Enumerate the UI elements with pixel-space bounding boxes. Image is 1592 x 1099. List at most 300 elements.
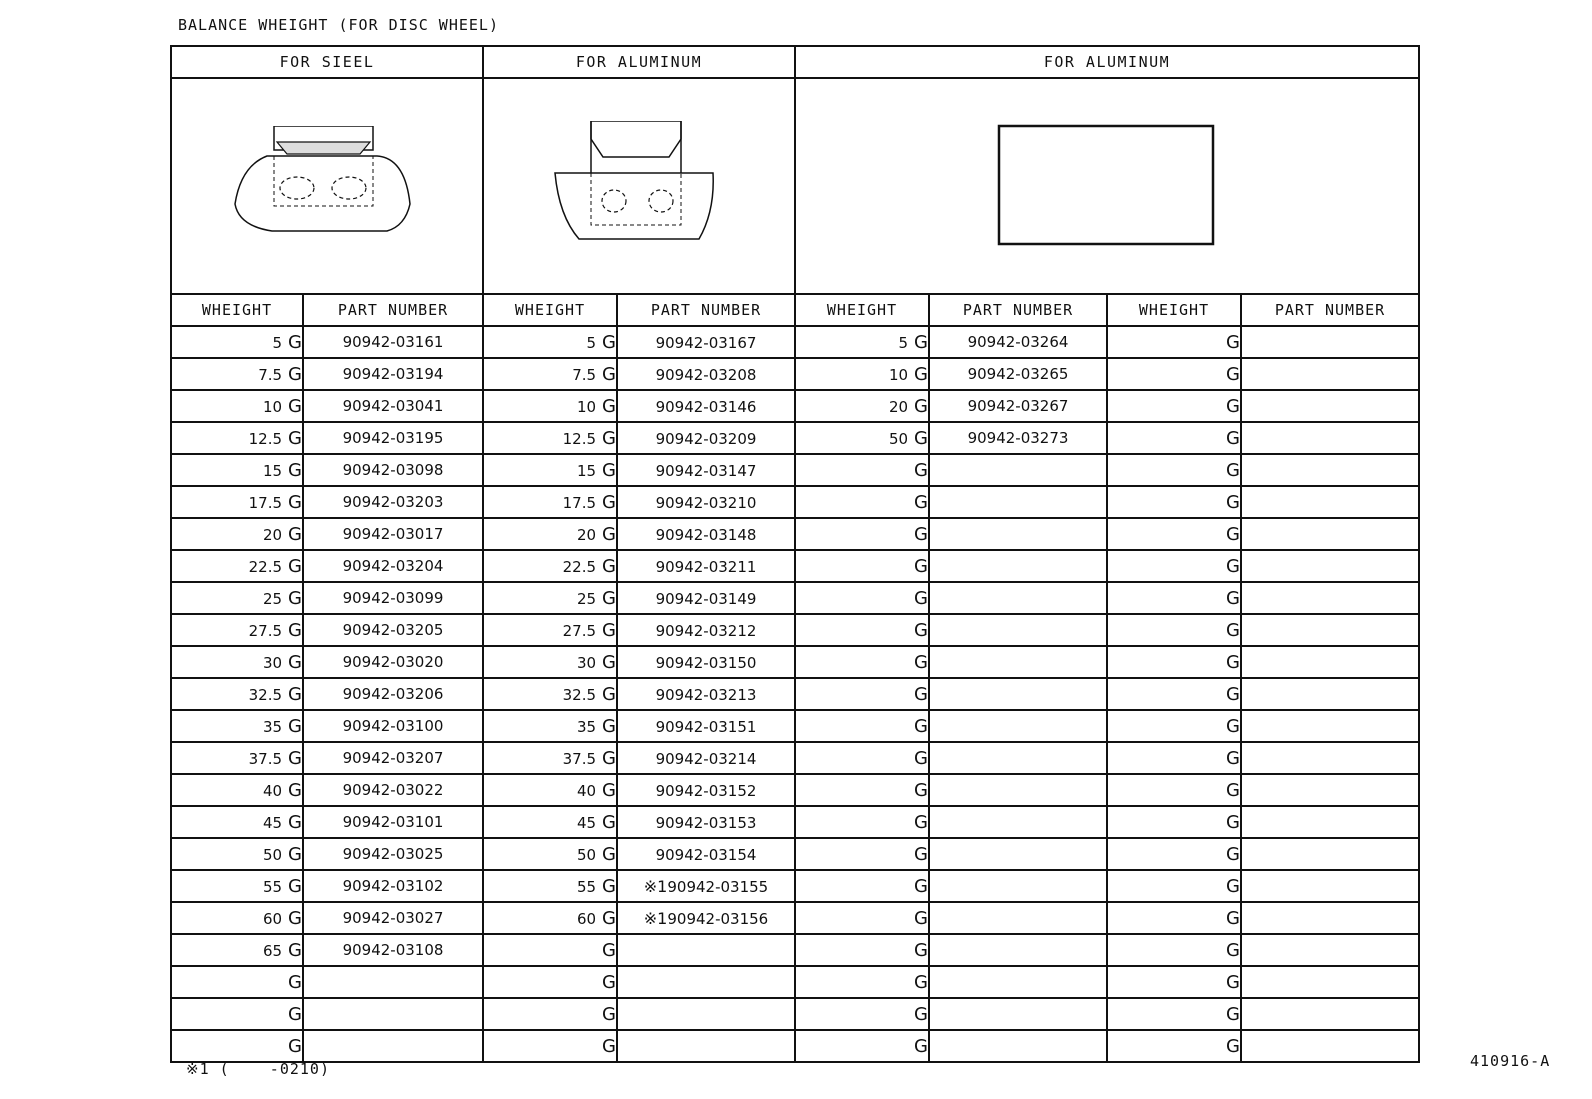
weight-value: 5 [272,333,283,352]
weight-value: 40 [262,781,283,800]
weight-value: 22.5 [562,557,597,576]
weight-cell [483,966,617,998]
weight-value: 35 [262,717,283,736]
weight-cell [171,550,303,582]
weight-cell [171,806,303,838]
col-header-part-number: PART NUMBER [617,294,795,326]
weight-value: 45 [576,813,597,832]
weight-cell [171,902,303,934]
part-number-cell [303,326,483,358]
part-number-cell [929,774,1107,806]
weight-unit: G [602,555,616,577]
part-number-cell [617,806,795,838]
table-row [171,326,1419,358]
weight-cell [483,742,617,774]
steel-weight-illustration-cell [171,78,483,294]
part-number-cell [929,614,1107,646]
part-number-cell [1241,454,1419,486]
part-number: 90942-03264 [967,333,1069,351]
part-number-cell [1241,518,1419,550]
weight-cell [1107,966,1241,998]
weight-cell [795,710,929,742]
weight-cell [171,838,303,870]
part-number-cell [929,646,1107,678]
part-number-cell [617,358,795,390]
weight-unit: G [602,971,616,993]
weight-cell [1107,486,1241,518]
table-row [171,454,1419,486]
weight-unit: G [1226,619,1240,641]
weight-cell [1107,998,1241,1030]
part-number-cell [929,966,1107,998]
part-number: 90942-03020 [342,653,444,671]
part-number-cell [929,806,1107,838]
part-number-cell [303,870,483,902]
part-number-cell [617,870,795,902]
weight-unit: G [1226,971,1240,993]
weight-value: 60 [576,909,597,928]
weight-cell [171,934,303,966]
weight-unit: G [288,843,302,865]
weight-unit: G [1226,811,1240,833]
part-number-cell [1241,838,1419,870]
weight-unit: G [1226,395,1240,417]
weight-value: 5 [586,333,597,352]
weight-unit: G [914,811,928,833]
weight-cell [1107,550,1241,582]
table-row [171,582,1419,614]
part-number: 90942-03267 [967,397,1069,415]
part-number-cell [1241,870,1419,902]
weight-value: 20 [888,397,909,416]
col-header-weight: WHEIGHT [1107,294,1241,326]
part-number-cell [1241,1030,1419,1062]
weight-unit: G [1226,459,1240,481]
weight-unit: G [1226,1003,1240,1025]
weight-cell [1107,454,1241,486]
section-header-aluminum-adhesive: FOR ALUMINUM [795,46,1419,78]
weight-cell [483,806,617,838]
weight-cell [795,486,929,518]
document-title: BALANCE WHEIGHT (FOR DISC WHEEL) [178,16,499,34]
weight-cell [483,902,617,934]
weight-cell [171,774,303,806]
part-number: 90942-03214 [655,749,757,768]
weight-unit: G [602,427,616,449]
part-number-cell [303,742,483,774]
weight-unit: G [1226,779,1240,801]
part-number-cell [1241,614,1419,646]
col-header-weight: WHEIGHT [171,294,303,326]
weight-cell [171,486,303,518]
part-number-cell [929,486,1107,518]
weight-cell [171,742,303,774]
weight-value: 30 [262,653,283,672]
part-number: 90942-03155 [667,877,769,896]
weight-unit: G [914,875,928,897]
table-row [171,710,1419,742]
weight-cell [1107,742,1241,774]
weight-cell [795,998,929,1030]
weight-cell [483,1030,617,1062]
part-number: 90942-03208 [655,365,757,384]
weight-cell [171,710,303,742]
weight-value: 22.5 [248,557,283,576]
footnote: ※1 ( -0210) [186,1060,330,1078]
part-number: 90942-03205 [342,621,444,639]
weight-cell [795,902,929,934]
weight-cell [1107,582,1241,614]
part-number-cell [617,774,795,806]
weight-value: 27.5 [248,621,283,640]
weight-value: 15 [576,461,597,480]
part-number-cell [929,582,1107,614]
part-number: 90942-03154 [655,845,757,864]
part-number-cell [1241,710,1419,742]
weight-cell [171,678,303,710]
part-number-cell [929,358,1107,390]
weight-unit: G [1226,939,1240,961]
part-number: 90942-03150 [655,653,757,672]
weight-unit: G [1226,587,1240,609]
weight-unit: G [602,491,616,513]
note-marker: ※1 [643,876,668,896]
weight-value: 50 [576,845,597,864]
weight-cell [795,838,929,870]
weight-cell [795,358,929,390]
part-number-cell [1241,902,1419,934]
part-number-cell [303,838,483,870]
part-number-cell [303,774,483,806]
weight-unit: G [602,747,616,769]
weight-unit: G [1226,555,1240,577]
part-number: 90942-03152 [655,781,757,800]
weight-value: 25 [262,589,283,608]
weight-cell [171,998,303,1030]
figure-id: 410916-A [1470,1052,1551,1070]
weight-unit: G [288,971,302,993]
part-number: 90942-03194 [342,365,444,383]
weight-unit: G [914,971,928,993]
part-number-cell [617,678,795,710]
weight-unit: G [914,395,928,417]
weight-cell [795,422,929,454]
weight-value: 12.5 [248,429,283,448]
weight-value: 17.5 [248,493,283,512]
weight-unit: G [914,715,928,737]
part-number: 90942-03025 [342,845,444,863]
weight-unit: G [602,1003,616,1025]
weight-value: 10 [888,365,909,384]
part-number: 90942-03161 [342,333,444,351]
weight-unit: G [602,651,616,673]
weight-cell [1107,774,1241,806]
part-number: 90942-03265 [967,365,1069,383]
weight-value: 60 [262,909,283,928]
weight-cell [483,870,617,902]
table-row [171,774,1419,806]
part-number-cell [1241,806,1419,838]
part-number-cell [617,582,795,614]
table-row [171,1030,1419,1062]
weight-cell [795,518,929,550]
weight-cell [795,1030,929,1062]
weight-value: 45 [262,813,283,832]
weight-value: 65 [262,941,283,960]
part-number-cell [303,646,483,678]
weight-value: 55 [576,877,597,896]
weight-unit: G [602,363,616,385]
part-number-cell [303,934,483,966]
weight-cell [483,454,617,486]
part-number-cell [929,550,1107,582]
weight-cell [795,550,929,582]
col-header-weight: WHEIGHT [795,294,929,326]
weight-cell [171,614,303,646]
weight-cell [795,934,929,966]
part-number: 90942-03211 [655,557,757,576]
weight-cell [795,742,929,774]
weight-cell [1107,326,1241,358]
weight-unit: G [602,523,616,545]
weight-unit: G [288,555,302,577]
table-row [171,966,1419,998]
weight-value: 7.5 [258,365,283,384]
weight-unit: G [1226,651,1240,673]
weight-unit: G [1226,427,1240,449]
part-number: 90942-03203 [342,493,444,511]
weight-unit: G [288,395,302,417]
part-number: 90942-03017 [342,525,444,543]
part-number: 90942-03209 [655,429,757,448]
weight-unit: G [602,939,616,961]
weight-cell [483,518,617,550]
weight-unit: G [914,907,928,929]
weight-unit: G [914,683,928,705]
part-number: 90942-03210 [655,493,757,512]
weight-unit: G [288,811,302,833]
weight-cell [483,934,617,966]
table-row [171,838,1419,870]
weight-cell [171,422,303,454]
part-number-cell [1241,582,1419,614]
part-number-cell [617,838,795,870]
part-number-cell [617,742,795,774]
part-number-cell [303,422,483,454]
weight-cell [483,422,617,454]
part-number-cell [1241,326,1419,358]
part-number-cell [1241,550,1419,582]
table-row [171,902,1419,934]
weight-value: 27.5 [562,621,597,640]
weight-cell [483,486,617,518]
part-number-cell [1241,358,1419,390]
weight-unit: G [602,779,616,801]
col-header-part-number: PART NUMBER [303,294,483,326]
weight-unit: G [602,907,616,929]
weight-cell [483,774,617,806]
table-row [171,358,1419,390]
weight-unit: G [914,651,928,673]
weight-unit: G [914,523,928,545]
weight-value: 10 [262,397,283,416]
weight-value: 40 [576,781,597,800]
part-number-cell [929,326,1107,358]
adhesive-weight-icon [997,124,1217,248]
weight-cell [795,966,929,998]
weight-cell [483,582,617,614]
aluminum-clip-weight-icon [539,121,739,251]
balance-weight-table [170,45,1420,1063]
weight-cell [1107,870,1241,902]
weight-unit: G [602,715,616,737]
aluminum-adhesive-weight-illustration-cell [795,78,1419,294]
part-number: 90942-03207 [342,749,444,767]
part-number: 90942-03041 [342,397,444,415]
weight-unit: G [1226,907,1240,929]
weight-unit: G [288,459,302,481]
table-row [171,646,1419,678]
weight-unit: G [602,587,616,609]
part-number-cell [617,998,795,1030]
weight-unit: G [602,619,616,641]
weight-unit: G [914,427,928,449]
table-row [171,390,1419,422]
part-number-cell [929,454,1107,486]
part-number-cell [929,998,1107,1030]
weight-unit: G [602,875,616,897]
part-number: 90942-03100 [342,717,444,735]
weight-cell [171,646,303,678]
steel-clip-weight-icon [227,126,427,246]
weight-unit: G [1226,523,1240,545]
weight-value: 35 [576,717,597,736]
part-number-cell [617,614,795,646]
table-row [171,934,1419,966]
part-number-cell [617,966,795,998]
part-number: 90942-03153 [655,813,757,832]
part-number-cell [617,902,795,934]
weight-cell [795,806,929,838]
weight-unit: G [602,1035,616,1057]
weight-unit: G [602,395,616,417]
part-number-cell [617,1030,795,1062]
part-number: 90942-03099 [342,589,444,607]
weight-unit: G [1226,363,1240,385]
part-number-cell [1241,486,1419,518]
part-number-cell [929,870,1107,902]
part-number-cell [303,614,483,646]
part-number: 90942-03146 [655,397,757,416]
part-number-cell [1241,966,1419,998]
part-number-cell [617,710,795,742]
part-number-cell [303,390,483,422]
weight-value: 50 [888,429,909,448]
weight-unit: G [1226,875,1240,897]
note-marker: ※1 [643,908,668,928]
section-header-aluminum-clip: FOR ALUMINUM [483,46,795,78]
part-number-cell [929,422,1107,454]
table-row [171,614,1419,646]
weight-cell [795,582,929,614]
table-row [171,870,1419,902]
part-number-cell [303,454,483,486]
weight-unit: G [288,907,302,929]
part-number-cell [617,326,795,358]
table-row [171,518,1419,550]
weight-unit: G [914,1035,928,1057]
part-number-cell [617,550,795,582]
weight-value: 20 [262,525,283,544]
section-header-steel: FOR SIEEL [171,46,483,78]
weight-cell [1107,390,1241,422]
weight-unit: G [288,939,302,961]
part-number: 90942-03148 [655,525,757,544]
part-number: 90942-03022 [342,781,444,799]
weight-cell [1107,518,1241,550]
weight-unit: G [914,459,928,481]
weight-unit: G [288,747,302,769]
weight-value: 10 [576,397,597,416]
weight-unit: G [288,619,302,641]
aluminum-clip-weight-illustration-cell [483,78,795,294]
weight-cell [1107,1030,1241,1062]
table-row [171,806,1419,838]
part-number-cell [1241,742,1419,774]
part-number-cell [929,710,1107,742]
part-number-cell [303,550,483,582]
weight-cell [1107,710,1241,742]
part-number-cell [303,902,483,934]
weight-cell [483,614,617,646]
part-number-cell [1241,934,1419,966]
weight-cell [1107,422,1241,454]
part-number-cell [303,806,483,838]
weight-unit: G [602,843,616,865]
weight-value: 17.5 [562,493,597,512]
weight-cell [483,390,617,422]
col-header-weight: WHEIGHT [483,294,617,326]
weight-cell [483,678,617,710]
part-number: 90942-03213 [655,685,757,704]
part-number: 90942-03098 [342,461,444,479]
weight-value: 37.5 [562,749,597,768]
weight-unit: G [1226,331,1240,353]
weight-value: 25 [576,589,597,608]
part-number-cell [929,518,1107,550]
weight-cell [1107,646,1241,678]
part-number-cell [303,678,483,710]
weight-cell [795,326,929,358]
weight-cell [1107,614,1241,646]
table-row [171,742,1419,774]
weight-unit: G [914,747,928,769]
weight-cell [171,966,303,998]
part-number: 90942-03027 [342,909,444,927]
weight-unit: G [288,491,302,513]
part-number-cell [929,934,1107,966]
weight-unit: G [914,555,928,577]
weight-cell [1107,902,1241,934]
part-number: 90942-03206 [342,685,444,703]
weight-cell [483,838,617,870]
part-number: 90942-03147 [655,461,757,480]
weight-unit: G [914,939,928,961]
weight-cell [171,870,303,902]
weight-cell [1107,678,1241,710]
weight-cell [483,998,617,1030]
weight-unit: G [288,523,302,545]
